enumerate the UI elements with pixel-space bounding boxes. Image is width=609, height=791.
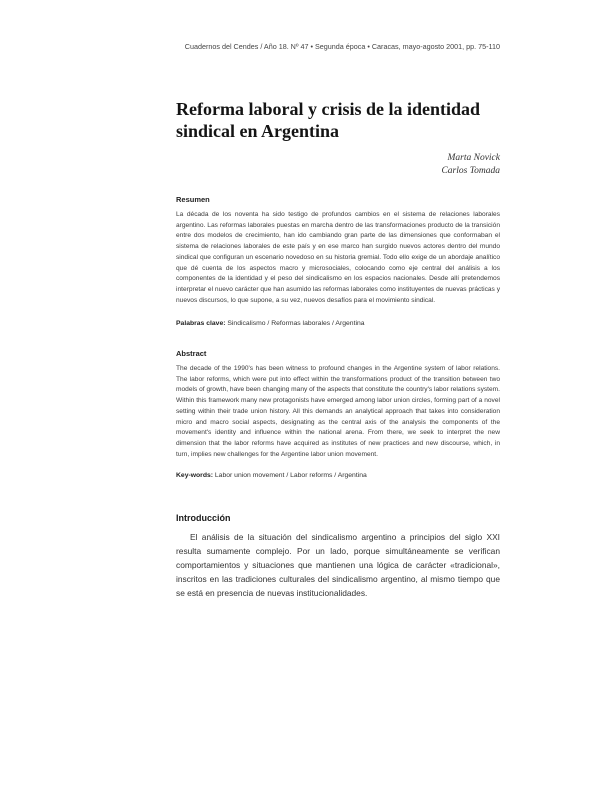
- keywords-label: Palabras clave:: [176, 320, 226, 327]
- running-head: Cuadernos del Cendes / Año 18. Nº 47 • Segunda época • Caracas, mayo-agosto 2001, pp. 75-110: [184, 42, 500, 51]
- abstract-heading: Abstract: [176, 349, 207, 358]
- keywords-value: Sindicalismo / Reformas laborales / Argentina: [227, 320, 365, 327]
- resumen-text: La década de los noventa ha sido testigo de profundos cambios en el sistema de relaciones laborales argentino. Las reformas laborales puestas en marcha dentro de las transformaciones producto de la transición entre dos modelos de crecimiento, han ido cambiando gran parte de las dimensiones que conformaban el sistema de relaciones laborales de este país y en ese marco han surgido nuevos actores dentro del mundo sindical que configuran un escenario novedoso en su historia gremial. Todo ello exige de un abordaje analítico que dé cuenta de los aspectos macro y microsociales, colocando como eje central del análisis a los componentes de la identidad y el peso del sindicalismo en los espacios nacionales. Desde allí pretendemos interpretar el nuevo carácter que han asumido las reformas laborales como instituyentes de nuevas prácticas y nuevos discursos, lo que supone, a su vez, nuevos desafíos para el movimiento sindical.: [176, 211, 500, 304]
- introduccion-heading: Introducción: [176, 513, 231, 523]
- keywords-label: Key-words:: [176, 472, 214, 479]
- article-title: Reforma laboral y crisis de la identidad sindical en Argentina: [176, 99, 480, 141]
- keywords-value: Labor union movement / Labor reforms / Argentina: [214, 472, 367, 479]
- abstract-text: The decade of the 1990's has been witness to profound changes in the Argentine system of labor relations. The labor reforms, which were put into effect within the transformations product of the transition between two models of growth, have been changing many of the aspects that constitute the country's labor relations system. Within this framework many new protagonists have emerged among labor union circles, forming part of a novel setting within their trade union history. All this demands an analytical approach that takes into consideration micro and macro social aspects, designating as the central axis of the analysis the components of the movement's identity and influence within the national arena. From there, we seek to interpret the new dimension that the labor reforms have acquired as institutes of new practices and new discourse, which, in turn, implies new challenges for the Argentine labor union movement.: [176, 365, 500, 458]
- author-name: Carlos Tomada: [441, 166, 500, 176]
- resumen-keywords: [176, 320, 500, 327]
- author-name: Marta Novick: [447, 153, 500, 163]
- author-list: [380, 152, 500, 178]
- abstract-keywords: [176, 472, 500, 479]
- resumen-heading: Resumen: [176, 195, 210, 204]
- introduccion-text: El análisis de la situación del sindicalismo argentino a principios del siglo XXI resulta sumamente complejo. Por un lado, porque simultáneamente se verifican comportamientos y situaciones que mantienen una lógica de carácter «tradicional», inscritos en las tradiciones culturales del sindicalismo argentino, al mismo tiempo que se está en presencia de nuevas institucionalidades.: [176, 532, 500, 598]
